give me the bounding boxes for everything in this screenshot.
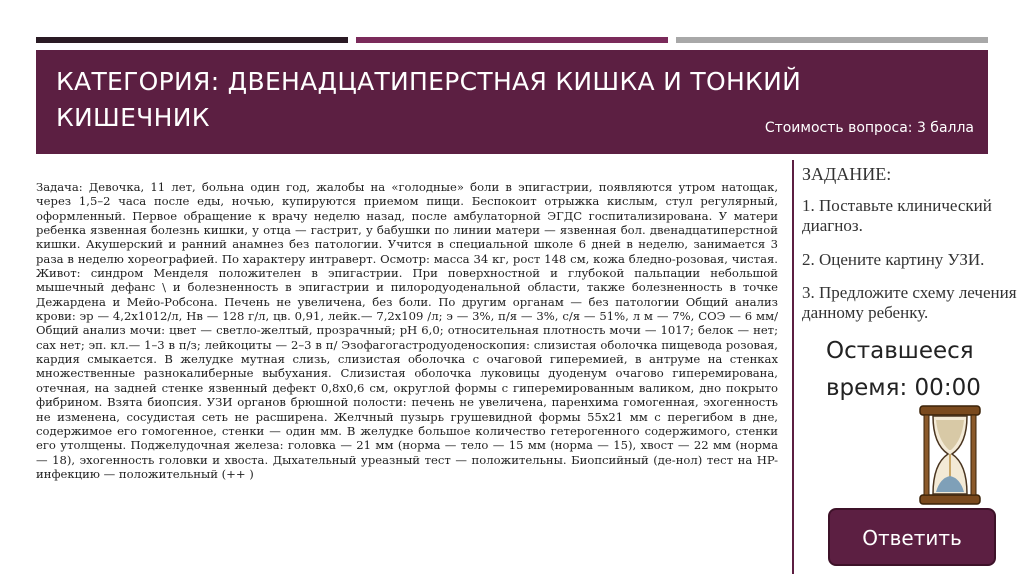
remaining-time-value: время: 00:00 bbox=[826, 375, 981, 401]
vertical-divider bbox=[792, 160, 794, 574]
top-bar-magenta bbox=[356, 37, 668, 43]
top-bar-dark bbox=[36, 37, 348, 43]
question-cost: Стоимость вопроса: 3 балла bbox=[764, 120, 974, 136]
top-bar-gray bbox=[676, 37, 988, 43]
remaining-time bbox=[826, 333, 981, 407]
assignment-item-ultrasound: 2. Оцените картину УЗИ. bbox=[802, 250, 985, 269]
hourglass-icon bbox=[916, 404, 984, 506]
category-title: КАТЕГОРИЯ: ДВЕНАДЦАТИПЕРСТНАЯ КИШКА И ТОНКИЙ КИШЕЧНИК bbox=[56, 67, 802, 132]
assignment-item-treatment: 3. Предложите схему лечения данному ребенку. bbox=[802, 283, 1017, 322]
remaining-time-label: Оставшееся bbox=[826, 338, 974, 364]
assignment-item-diagnosis: 1. Поставьте клинический диагноз. bbox=[802, 196, 992, 235]
category-header bbox=[36, 50, 988, 154]
task-text: Задача: Девочка, 11 лет, больна один год, жалобы на «голодные» боли в эпигастрии, появляются утром натощак, через 1,5–2 часа после еды, ночью, купируются приемом пищи. Беспокоит отрыжка кислым, стул регулярный, оформленный. Первое обращение к врачу неделю назад, после амбулаторной ЭГДС госпитализирована. У матери ребенка язвенная болезнь кишки, у отца — гастрит, у бабушки по линии матери — язвенная бол. двенадцатиперстной кишки. Акушерский и ранний анамнез без патологии. Учится в специальной школе 6 дней в неделю, занимается 3 раза в неделю хореографией. По характеру интраверт. Осмотр: масса 34 кг, рост 148 см, кожа бледно-розовая, чистая. Живот: синдром Менделя положителен в эпигастрии. При поверхностной и глубокой пальпации небольшой мышечный дефанс \ и болезненность в эпигастрии и пилородуоденальной области, также болезненность в точке Дежардена и Мейо-Робсона. Печень не увеличена, без боли. По другим органам — без патологии Общий анализ крови: эр — 4,2х1012/л, Нв — 128 г/л, цв. 0,91, лейк.— 7,2х109 /л; э — 3%, п/я — 3%, с/я — 51%, л м — 7%, СОЭ — 6 мм/ Общий анализ мочи: цвет — светло-желтый, прозрачный; рН 6,0; относительная плотность мочи — 1017; белок — нет; сах нет; эп. кл.— 1–3 в п/з; лейкоциты — 2–3 в п/ Эзофагогастродуоденоскопия: слизистая оболочка пищевода розовая, кардия смыкается. В желудке мутная слизь, слизистая оболочка с очаговой гиперемией, в антруме на стенках множественные разнокалиберные выбухания. Слизистая оболочка луковицы дуоденум очагово гиперемирована, отечная, на задней стенке язвенный дефект 0,8х0,6 см, округлой формы с гиперемированным валиком, дно покрыто фибрином. Взята биопсия. УЗИ органов брюшной полости: печень не увеличена, паренхима гомогенная, эхогенность не изменена, сосудистая сеть не расширена. Желчный пузырь грушевидной формы 55х21 мм с перегибом в дне, содержимое его гомогенное, стенки — один мм. В желудке большое количество гетерогенного содержимого, стенки его утолщены. Поджелудочная железа: головка — 21 мм (норма — тело — 15 мм (норма — 15), хвост — 22 мм (норма — 18), эхогенность головки и хвоста. Дыхательный уреазный тест — положительны. Биопсийный (де-нол) тест на HP-инфекцию — положительный (++ ) bbox=[36, 180, 778, 481]
assignment-heading: ЗАДАНИЕ: bbox=[802, 164, 892, 184]
answer-button[interactable]: Ответить bbox=[828, 508, 996, 566]
